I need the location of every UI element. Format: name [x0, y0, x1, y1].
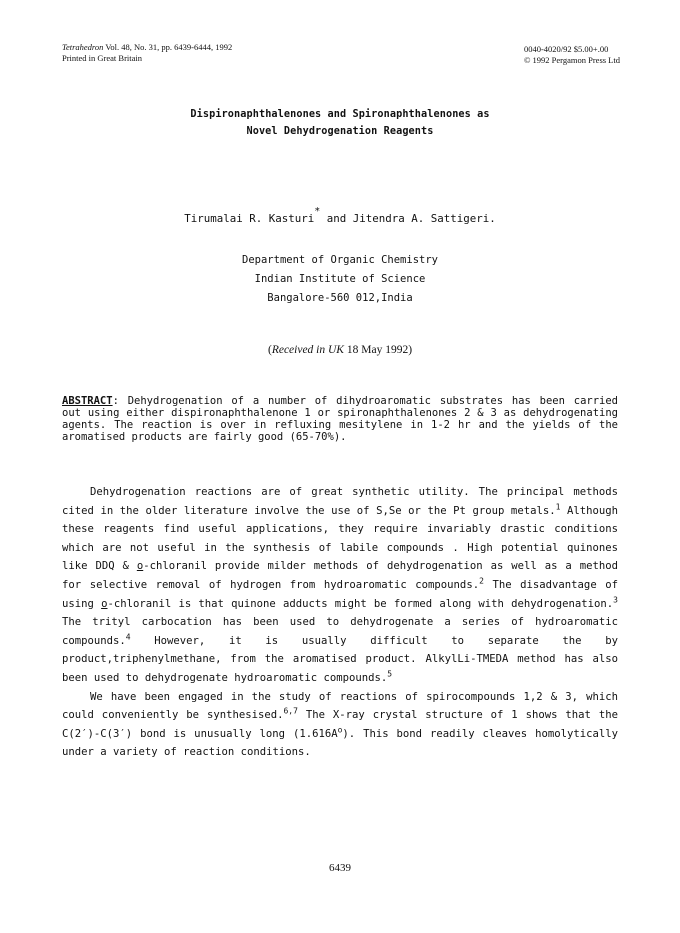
abstract-label: ABSTRACT: [62, 395, 113, 407]
reference-2: 2: [479, 576, 484, 586]
city: Bangalore-560 012,India: [267, 292, 413, 304]
journal-citation: Tetrahedron Vol. 48, No. 31, pp. 6439-6444, 1992: [62, 42, 233, 52]
reference-5: 5: [387, 669, 393, 679]
author-2: and Jitendra A. Sattigeri.: [320, 212, 496, 225]
page-number: 6439: [329, 862, 351, 874]
affiliation: [0, 251, 680, 308]
reference-3: 3: [613, 595, 618, 605]
received-date: (Received in UK 18 May 1992): [267, 344, 413, 356]
reference-6-7: 6,7: [283, 706, 298, 716]
paragraph-1: Dehydrogenation reactions are of great synthetic utility. The principal methods cited in the older literature involve the use of S,Se or the Pt group metals.$^1$ Although these reagents find useful applications, they require invariably drastic conditions which are not useful in the synthesis of labile compounds . High potential quinones like DDQ & o-chloranil provide milder methods of dehydrogenation as well as a method for selective removal of hydrogen from hydroaromatic compounds.$^2$ The disadvantage of using o-chloranil is that quinone adducts might be formed along with dehydrogenation.$^3$ The trityl carbocation has been used to dehydrogenate a series of hydroaromatic compounds.$^4$ However, it is usually difficult to separate the by product,triphenylmethane, from the aromatised product. AlkylLi-TMEDA method has also been used to dehydrogenate hydroaromatic compounds.$^5$: [62, 486, 619, 684]
title-line-1: Dispironaphthalenones and Spironaphthalenones as: [190, 109, 490, 120]
corresponding-author-mark: *: [314, 206, 321, 217]
printed-in: Printed in Great Britain: [62, 53, 143, 63]
abstract-text: : Dehydrogenation of a number of dihydroaromatic substrates has been carried out using either dispironaphthalenone 1 or spironaphthalenones 2 & 3 as dehydrogenating agents. The reaction is over in refluxing mesitylene in 1-2 hr and the yields of the aromatised products are fairly good (65-70%).: [62, 395, 618, 443]
publisher-header: [524, 44, 620, 66]
paper-title: [0, 106, 680, 140]
reference-4: 4: [125, 632, 131, 642]
issn-price: 0040-4020/92 $5.00+.00: [523, 44, 609, 54]
institute: Indian Institute of Science: [254, 273, 426, 285]
copyright-notice: © 1992 Pergamon Press Ltd: [523, 55, 620, 65]
paragraph-2: We have been engaged in the study of reactions of spirocompounds 1,2 & 3, which could conveniently be synthesised.$^{6,7}$ The X-ray crystal structure of 1 shows that the C(2′)-C(3′) bond is unusually long $(1.616A^o)$. This bond readily cleaves homolytically under a variety of reaction conditions.: [62, 690, 619, 759]
department: Department of Organic Chemistry: [242, 254, 438, 266]
journal-header: [62, 42, 232, 64]
degree-mark: o: [337, 725, 343, 735]
author-list: [0, 206, 680, 225]
author-1: Tirumalai R. Kasturi: [184, 212, 315, 225]
reference-1: 1: [555, 502, 561, 512]
title-line-2: Novel Dehydrogenation Reagents: [246, 126, 434, 137]
body-text: [62, 483, 618, 762]
journal-name: Tetrahedron: [62, 42, 104, 52]
abstract: [62, 395, 618, 443]
